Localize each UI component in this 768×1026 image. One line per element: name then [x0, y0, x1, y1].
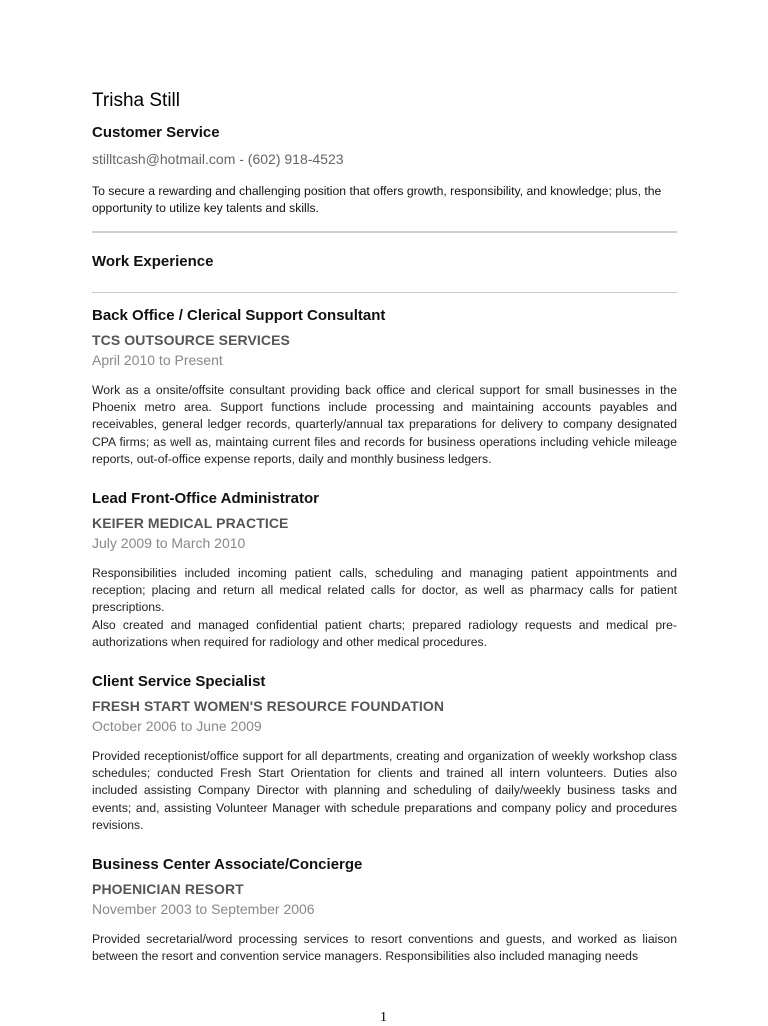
job-entry: [92, 672, 677, 834]
job-description-paragraph: Provided receptionist/office support for all departments, creating and organization of weekly workshop class schedules; conducted Fresh Start Orientation for clients and trained all intern volunteers. Duties also included assisting Company Director with planning and scheduling of daily/weekly business tasks and events; and, assisting Volunteer Manager with schedule preparations and company policy and procedures revisions.: [92, 749, 677, 832]
job-title: Client Service Specialist: [92, 673, 266, 690]
candidate-name: Trisha Still: [92, 90, 180, 111]
company-name: KEIFER MEDICAL PRACTICE: [92, 515, 289, 531]
job-dates: November 2003 to September 2006: [92, 901, 315, 917]
job-description: [92, 931, 677, 965]
job-description: [92, 382, 677, 468]
job-title: Back Office / Clerical Support Consultant: [92, 307, 386, 324]
company-name: TCS OUTSOURCE SERVICES: [92, 332, 290, 348]
job-description-paragraph: Work as a onsite/offsite consultant providing back office and clerical support for small businesses in the Phoenix metro area. Support functions include processing and maintaining accounts payables and receivables, general ledger records, quarterly/annual tax preparations for delivery to company designated CPA firms; as well as, maintaing current files and records for business operations including vehicle mileage reports, out-of-office expense reports, daily and monthly business ledgers.: [92, 383, 677, 466]
objective-summary: To secure a rewarding and challenging position that offers growth, responsibility, and knowledge; plus, the opportunity to utilize key talents and skills.: [92, 184, 662, 215]
job-title: Business Center Associate/Concierge: [92, 856, 363, 873]
job-dates: April 2010 to Present: [92, 352, 223, 368]
job-description-paragraph: Responsibilities included incoming patient calls, scheduling and managing patient appointments and reception; placing and return all medical related calls for doctor, as well as pharmacy calls for patient prescriptions.: [92, 566, 677, 615]
page-number: 1: [380, 1010, 387, 1025]
job-dates: July 2009 to March 2010: [92, 535, 246, 551]
divider: [92, 292, 677, 293]
company-name: FRESH START WOMEN'S RESOURCE FOUNDATION: [92, 698, 445, 714]
candidate-headline: Customer Service: [92, 124, 220, 141]
company-name: PHOENICIAN RESORT: [92, 881, 244, 897]
section-title-work-experience: Work Experience: [92, 253, 214, 270]
job-description-paragraph: Also created and managed confidential patient charts; prepared radiology requests and medical pre-authorizations when required for radiology and other medical procedures.: [92, 617, 677, 649]
divider: [92, 231, 677, 233]
job-entry: [92, 855, 677, 965]
job-entry: [92, 306, 677, 468]
job-title: Lead Front-Office Administrator: [92, 490, 319, 507]
job-description: [92, 748, 677, 834]
job-entry: [92, 489, 677, 651]
contact-line: stilltcash@hotmail.com - (602) 918-4523: [92, 151, 344, 167]
job-dates: October 2006 to June 2009: [92, 718, 262, 734]
job-description-paragraph: Provided secretarial/word processing services to resort conventions and guests, and worked as liaison between the resort and convention service managers. Responsibilities also included managing needs: [92, 932, 677, 964]
job-description: [92, 565, 677, 651]
